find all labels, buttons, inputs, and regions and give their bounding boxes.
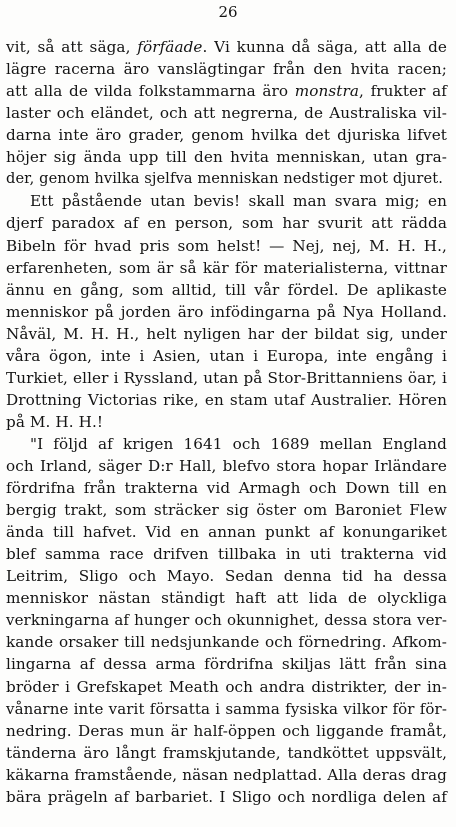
text-line [6, 675, 447, 699]
text-fragment: , frukter af [359, 82, 447, 101]
text-line [6, 344, 447, 368]
text-line [6, 123, 447, 147]
text-fragment: "I följd af krigen 1641 och 1689 mellan England [30, 434, 447, 453]
text-fragment: käkarna framstående, näsan nedplattad. Alla deras drag [6, 765, 447, 784]
text-line [6, 145, 447, 169]
text-line [30, 432, 447, 456]
text-fragment: djerf paradox af en person, som har svurit att rädda [6, 214, 447, 233]
text-fragment: blef samma race drifven tillbaka in uti trakterna vid [6, 545, 447, 564]
text-fragment: lägre racerna äro vanslägtingar från den hvita racen; [6, 60, 447, 78]
italic-text: monstra [294, 82, 360, 101]
text-line [6, 388, 447, 412]
text-line [6, 454, 447, 478]
text-line [6, 741, 447, 765]
text-line [6, 211, 447, 235]
page-number: 26 [218, 3, 238, 21]
text-line [6, 520, 447, 544]
text-fragment: menniskor på jorden äro infödingarna på Nya Holland. [6, 302, 447, 321]
text-fragment: Drottning Victorias rike, en stam utaf Australier. Hören [6, 390, 447, 409]
text-fragment: lingarna af dessa arma fördrifna skiljas lätt från sina [6, 655, 447, 674]
text-fragment: fördrifna från trakterna vid Armagh och Down till en [6, 479, 447, 497]
text-line [6, 697, 447, 721]
text-line [6, 300, 447, 324]
text-line [6, 35, 447, 59]
text-fragment: våra ögon, inte i Asien, utan i Europa, inte engång i [6, 346, 447, 365]
text-fragment: Turkiet, eller i Ryssland, utan på Stor-Brittanniens öar, i [6, 368, 447, 387]
text-line [6, 785, 447, 809]
text-fragment: menniskor nästan ständigt haft att lida de olyckliga [6, 589, 447, 608]
text-fragment: bära prägeln af barbariet. I Sligo och nordliga delen af [6, 787, 447, 806]
text-fragment: Nåväl, M. H. H., helt nyligen har der bildat sig, under [6, 324, 447, 343]
text-line [6, 652, 447, 676]
text-fragment: Bibeln för hvad pris som helst! — Nej, nej, M. H. H., [6, 236, 447, 255]
text-fragment: darna inte äro grader, genom hvilka det djuriska lifvet [6, 126, 447, 145]
text-line [6, 167, 447, 191]
text-fragment: ännu en gång, som alltid, till vår fördel. De aplikaste [6, 280, 447, 299]
text-line [6, 410, 447, 434]
text-fragment: Leitrim, Sligo och Mayo. Sedan denna tid ha dessa [6, 567, 447, 586]
text-fragment: och Irland, säger D:r Hall, blefvo stora hopar Irländare [6, 456, 447, 475]
text-fragment: bergig trakt, som sträcker sig öster om Baroniet Flew [6, 501, 447, 520]
text-line [6, 564, 447, 588]
text-fragment: bröder i Grefskapet Meath och andra distrikter, der in- [6, 677, 447, 696]
italic-text: förfäade [137, 38, 203, 56]
text-fragment: . Vi kunna då säga, att alla de [202, 38, 448, 56]
text-line [6, 763, 447, 787]
text-line [6, 719, 447, 743]
text-line [6, 57, 447, 81]
text-fragment: på M. H. H.! [6, 412, 104, 431]
text-line [6, 476, 447, 500]
text-line [6, 234, 447, 258]
text-line [6, 608, 447, 632]
text-fragment: ända till hafvet. Vid en annan punkt af konungariket [6, 523, 447, 542]
text-fragment: nedring. Deras mun är half-öppen och liggande framåt, [6, 721, 447, 740]
text-fragment: Ett påstående utan bevis! skall man svara mig; en [30, 192, 447, 211]
text-fragment: tänderna äro långt framskjutande, tandköttet uppsvält, [6, 743, 447, 762]
text-fragment: höjer sig ända upp till den hvita menniskan, utan gra- [6, 148, 447, 167]
text-line [6, 542, 447, 566]
text-line [6, 586, 447, 610]
text-fragment: kande orsaker till nedsjunkande och förnedring. Afkom- [6, 633, 447, 652]
text-fragment: laster och eländet, och att negrerna, de Australiska vil- [6, 104, 447, 123]
text-line [6, 630, 447, 654]
text-line [30, 189, 447, 213]
text-fragment: verkningarna af hunger och okunnighet, dessa stora ver- [6, 611, 447, 630]
text-line [6, 256, 447, 280]
text-fragment: der, genom hvilka sjelfva menniskan nedstiger mot djuret. [6, 170, 443, 188]
text-line [6, 101, 447, 125]
text-fragment: att alla de vilda folkstammarna äro [6, 82, 295, 101]
text-line [6, 366, 447, 390]
text-line [6, 322, 447, 346]
text-line [6, 278, 447, 302]
text-fragment: vånarne inte varit försatta i samma fysiska vilkor för för- [6, 699, 447, 718]
text-fragment: erfarenheten, som är så kär för materialisterna, vittnar [6, 258, 447, 277]
text-fragment: vit, så att säga, [6, 38, 138, 56]
text-line [6, 498, 447, 522]
text-line [6, 79, 447, 103]
